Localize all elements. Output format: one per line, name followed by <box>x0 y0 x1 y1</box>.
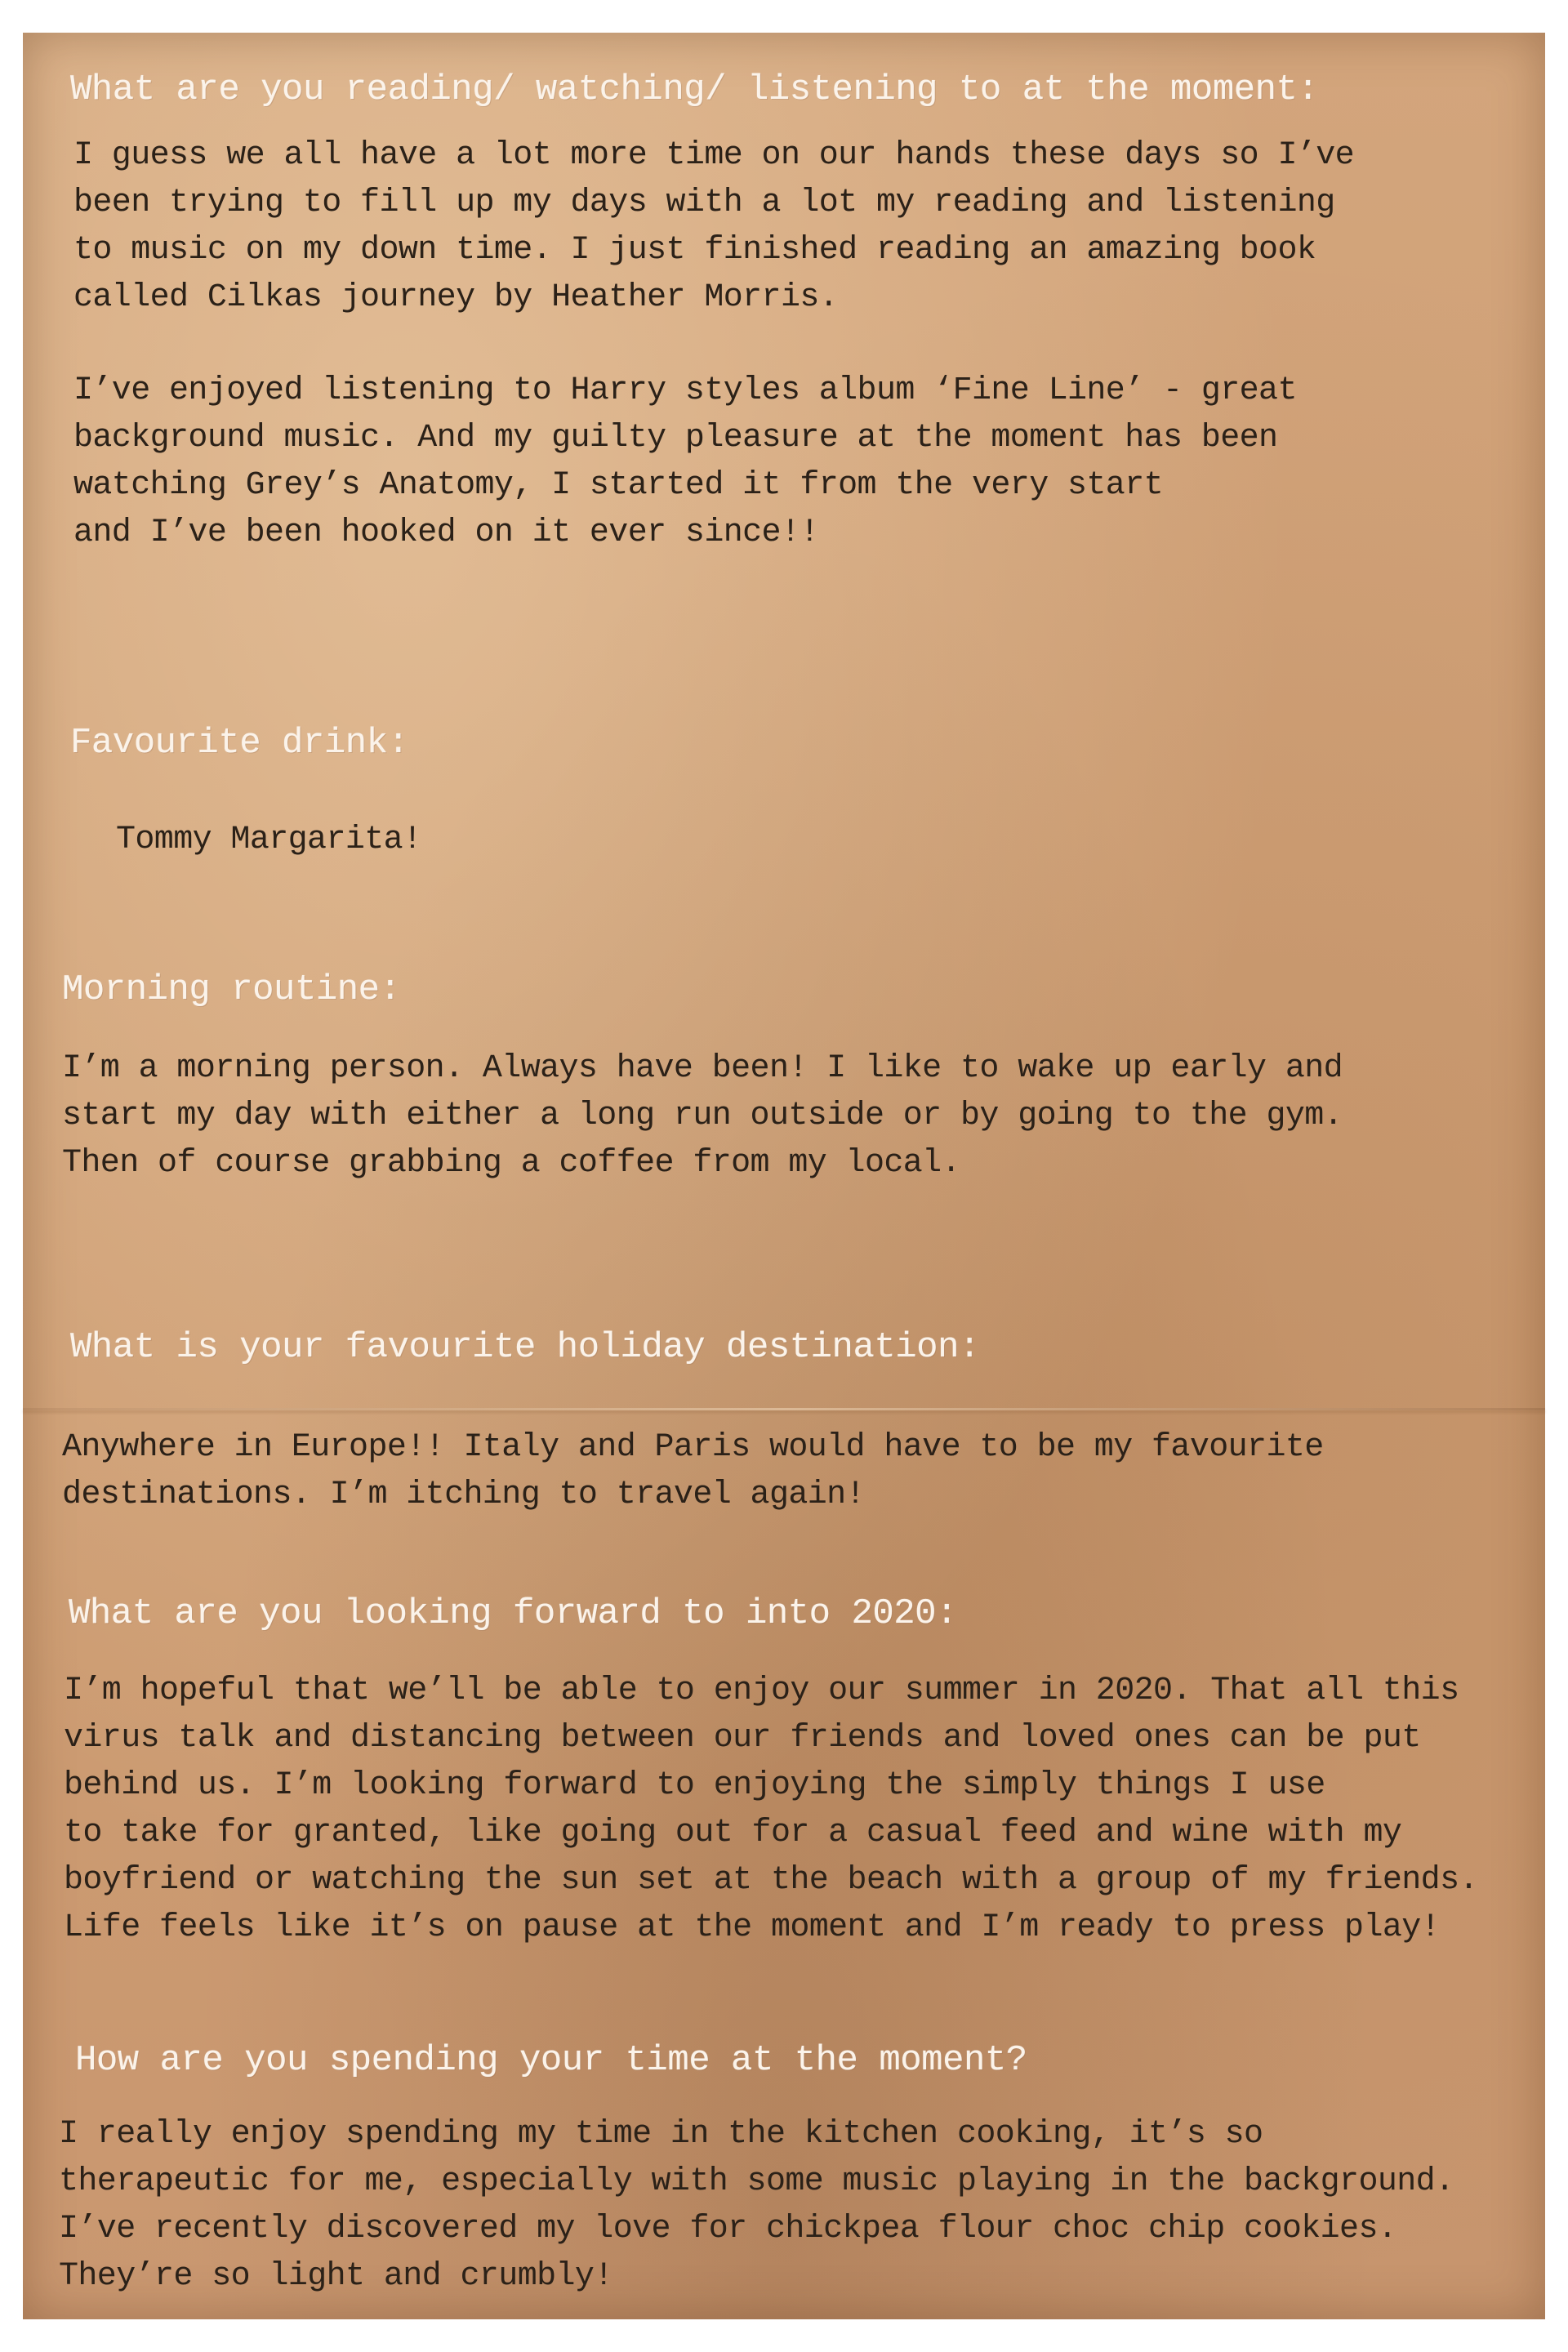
paragraph-line: I’ve enjoyed listening to Harry styles album ‘Fine Line’ - great <box>74 372 1297 409</box>
paragraph-line: Tommy Margarita! <box>116 822 422 858</box>
section-heading: Morning routine: <box>62 969 401 1010</box>
paragraph-line: boyfriend or watching the sun set at the beach with a group of my friends. <box>64 1862 1478 1899</box>
section-heading: What are you looking forward to into 2020: <box>69 1593 957 1634</box>
paragraph-line: behind us. I’m looking forward to enjoying the simply things I use <box>64 1767 1325 1804</box>
section-heading: How are you spending your time at the moment? <box>75 2040 1027 2081</box>
paragraph-line: virus talk and distancing between our friends and loved ones can be put <box>64 1720 1421 1757</box>
section-paragraph <box>64 1668 1478 1952</box>
paragraph-line: I’ve recently discovered my love for chickpea flour choc chip cookies. <box>59 2211 1397 2247</box>
paragraph-line: start my day with either a long run outside or by going to the gym. <box>62 1098 1343 1134</box>
paragraph-line: Then of course grabbing a coffee from my local. <box>62 1145 960 1182</box>
section-morning-routine <box>62 967 1343 1187</box>
section-favourite-drink <box>70 720 421 864</box>
paragraph-line: to take for granted, like going out for a casual feed and wine with my <box>64 1815 1402 1851</box>
section-paragraph <box>62 1045 1343 1187</box>
section-paragraph <box>74 132 1354 322</box>
section-spending-time <box>59 2038 1454 2301</box>
kraft-paper-sheet <box>23 33 1545 2319</box>
paragraph-line: I’m a morning person. Always have been! I like to wake up early and <box>62 1050 1343 1087</box>
paragraph-line: destinations. I’m itching to travel again! <box>62 1477 865 1513</box>
section-heading: What is your favourite holiday destination: <box>70 1327 980 1368</box>
paragraph-line: I guess we all have a lot more time on our hands these days so I’ve <box>74 137 1355 174</box>
section-paragraph <box>62 1424 1324 1519</box>
paragraph-line: been trying to fill up my days with a lot my reading and listening <box>74 185 1335 221</box>
section-paragraph <box>59 2111 1454 2301</box>
paragraph-line: I really enjoy spending my time in the kitchen cooking, it’s so <box>59 2116 1263 2153</box>
paragraph-line: therapeutic for me, especially with some music playing in the background. <box>59 2163 1454 2200</box>
paragraph-line: Anywhere in Europe!! Italy and Paris would have to be my favourite <box>62 1429 1324 1466</box>
section-holiday-destination <box>62 1325 1324 1519</box>
section-paragraph <box>116 817 421 864</box>
paragraph-line: background music. And my guilty pleasure at the moment has been <box>74 420 1278 457</box>
paragraph-line: I’m hopeful that we’ll be able to enjoy our summer in 2020. That all this <box>64 1673 1459 1709</box>
paragraph-line: to music on my down time. I just finished reading an amazing book <box>74 232 1316 269</box>
paragraph-line: They’re so light and crumbly! <box>59 2258 613 2295</box>
section-looking-forward-2020 <box>64 1591 1478 1952</box>
paragraph-line: watching Grey’s Anatomy, I started it from the very start <box>74 467 1164 504</box>
paragraph-line: Life feels like it’s on pause at the moment and I’m ready to press play! <box>64 1909 1441 1946</box>
section-heading: Favourite drink: <box>70 723 409 764</box>
section-heading: What are you reading/ watching/ listening to at the moment: <box>70 69 1319 110</box>
paragraph-line: called Cilkas journey by Heather Morris. <box>74 279 839 316</box>
paragraph-line: and I’ve been hooked on it ever since!! <box>74 514 819 551</box>
section-paragraph <box>74 368 1354 557</box>
section-reading-watching-listening <box>70 67 1354 557</box>
